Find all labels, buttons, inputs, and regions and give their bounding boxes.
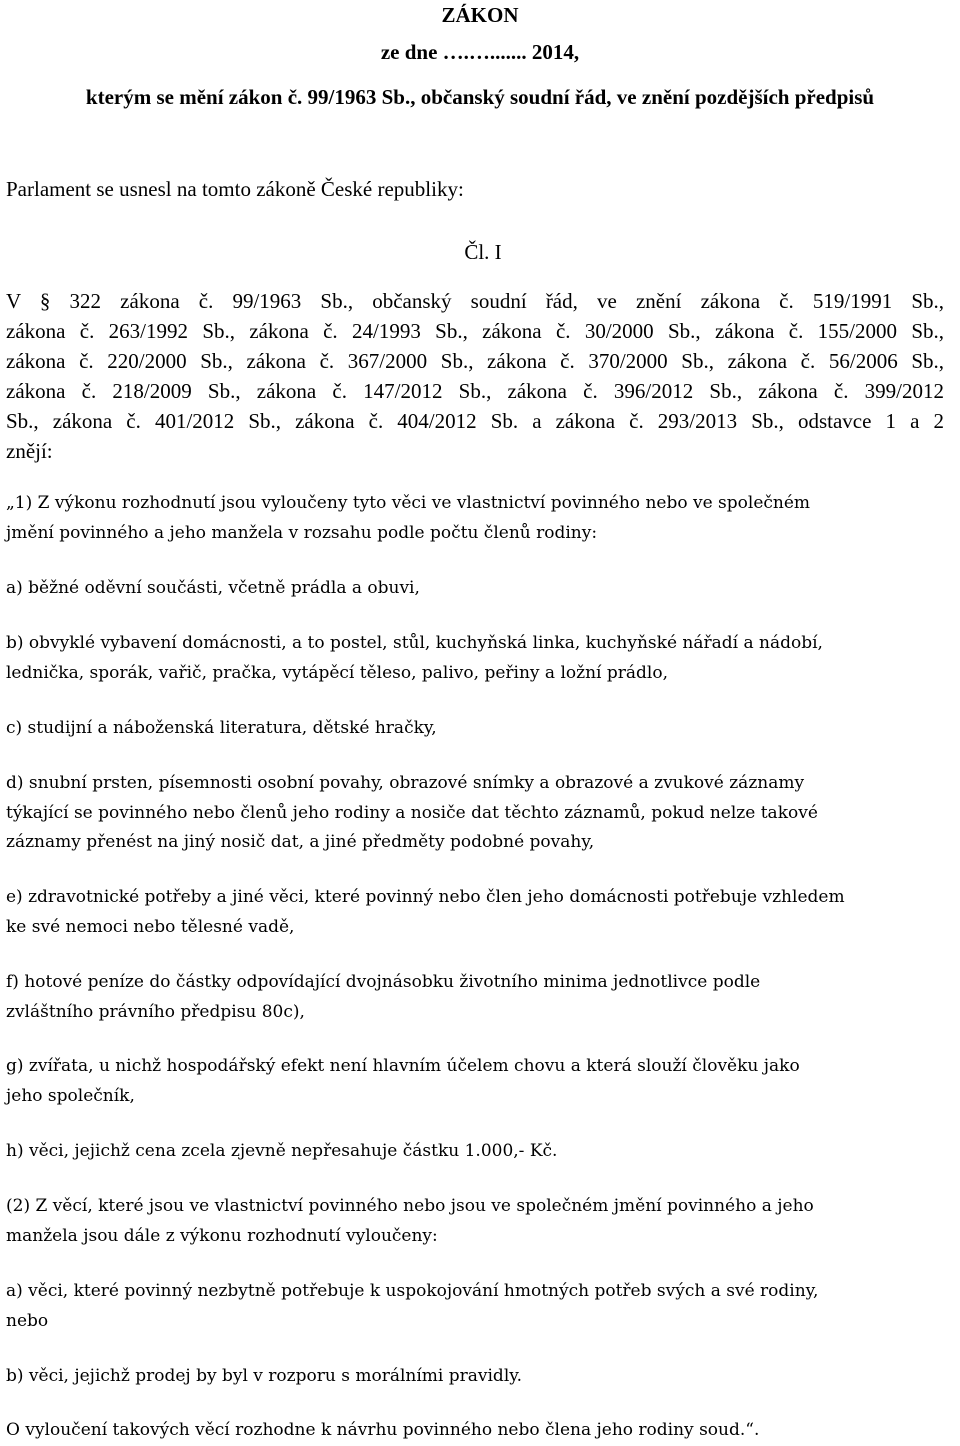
provision-item-f bbox=[6, 968, 956, 1027]
provision-paragraph-2 bbox=[6, 1192, 956, 1251]
provision-paragraph-1 bbox=[6, 489, 956, 548]
provision-line: O vyloučení takových věcí rozhodne k návrhu povinného nebo člena jeho rodiny soud.“. bbox=[6, 1420, 760, 1440]
article-line: Sb., zákona č. 401/2012 Sb., zákona č. 404/2012 Sb. a zákona č. 293/2013 Sb., odstavce 1 a 2 bbox=[6, 409, 944, 433]
provision-item-c bbox=[6, 714, 956, 744]
provision-line: jeho společník, bbox=[6, 1085, 135, 1106]
provision-line: b) obvyklé vybavení domácnosti, a to postel, stůl, kuchyňská linka, kuchyňské nářadí a nádobí, bbox=[6, 633, 823, 653]
law-title: ZÁKON bbox=[441, 3, 519, 27]
provision-line: jmění povinného a jeho manžela v rozsahu podle počtu členů rodiny: bbox=[6, 522, 598, 543]
law-date-line: ze dne ….…....... 2014, bbox=[380, 40, 580, 64]
provision-line: b) věci, jejichž prodej by byl v rozporu s morálními pravidly. bbox=[6, 1366, 523, 1386]
provision-item-d bbox=[6, 769, 956, 858]
article-line: V § 322 zákona č. 99/1963 Sb., občanský soudní řád, ve znění zákona č. 519/1991 Sb., bbox=[6, 289, 944, 313]
provision-line: d) snubní prsten, písemnosti osobní povahy, obrazové snímky a obrazové a zvukové záznamy bbox=[6, 773, 805, 793]
article-line: znějí: bbox=[6, 439, 53, 463]
provision-line: týkající se povinného nebo členů jeho rodiny a nosiče dat těchto záznamů, pokud nelze takové bbox=[6, 802, 818, 823]
provision-line: h) věci, jejichž cena zcela zjevně nepřesahuje částku 1.000,- Kč. bbox=[6, 1141, 558, 1161]
provision-line: nebo bbox=[6, 1310, 49, 1331]
article-line: zákona č. 263/1992 Sb., zákona č. 24/1993 Sb., zákona č. 30/2000 Sb., zákona č. 155/2000 Sb., bbox=[6, 319, 944, 343]
provision-line: a) běžné oděvní součásti, včetně prádla a obuvi, bbox=[6, 578, 420, 598]
article-line: zákona č. 218/2009 Sb., zákona č. 147/2012 Sb., zákona č. 396/2012 Sb., zákona č. 399/2012 bbox=[6, 379, 944, 403]
law-subtitle: kterým se mění zákon č. 99/1963 Sb., občanský soudní řád, ve znění pozdějších předpisů bbox=[85, 85, 875, 109]
provision-line: záznamy přenést na jiný nosič dat, a jiné předměty podobné povahy, bbox=[6, 832, 595, 852]
provision-line: e) zdravotnické potřeby a jiné věci, které povinný nebo člen jeho domácnosti potřebuje vzhledem bbox=[6, 887, 845, 907]
provision-line: a) věci, které povinný nezbytně potřebuje k uspokojování hmotných potřeb svých a své rodiny, bbox=[6, 1281, 819, 1301]
provision-line: zvláštního právního předpisu 80c), bbox=[6, 1001, 305, 1022]
provision-line: manžela jsou dále z výkonu rozhodnutí vyloučeny: bbox=[6, 1225, 438, 1246]
provision-2-item-a bbox=[6, 1277, 956, 1336]
provision-closing bbox=[6, 1416, 956, 1446]
provision-line: ke své nemoci nebo tělesné vadě, bbox=[6, 916, 295, 937]
article-line: zákona č. 220/2000 Sb., zákona č. 367/2000 Sb., zákona č. 370/2000 Sb., zákona č. 56/2006 Sb., bbox=[6, 349, 944, 373]
article-label: Čl. I bbox=[464, 240, 502, 264]
article-intro bbox=[6, 286, 944, 466]
provision-line: g) zvířata, u nichž hospodářský efekt není hlavním účelem chovu a která slouží člověku jako bbox=[6, 1056, 800, 1076]
preamble: Parlament se usnesl na tomto zákoně České republiky: bbox=[6, 177, 464, 201]
provision-line: „1) Z výkonu rozhodnutí jsou vyloučeny tyto věci ve vlastnictví povinného nebo ve společném bbox=[6, 493, 811, 513]
provision-line: (2) Z věcí, které jsou ve vlastnictví povinného nebo jsou ve společném jmění povinného a jeho bbox=[6, 1196, 814, 1216]
provision-line: lednička, sporák, vařič, pračka, vytápěcí těleso, palivo, peřiny a ložní prádlo, bbox=[6, 662, 668, 683]
provision-line: c) studijní a náboženská literatura, dětské hračky, bbox=[6, 718, 437, 738]
provision-item-h bbox=[6, 1137, 956, 1167]
provision-2-item-b bbox=[6, 1362, 956, 1392]
provision-item-e bbox=[6, 883, 956, 942]
provision-item-b bbox=[6, 629, 956, 688]
provision-item-a bbox=[6, 574, 956, 604]
provision-item-g bbox=[6, 1052, 956, 1111]
provision-line: f) hotové peníze do částky odpovídající dvojnásobku životního minima jednotlivce podle bbox=[6, 972, 761, 992]
